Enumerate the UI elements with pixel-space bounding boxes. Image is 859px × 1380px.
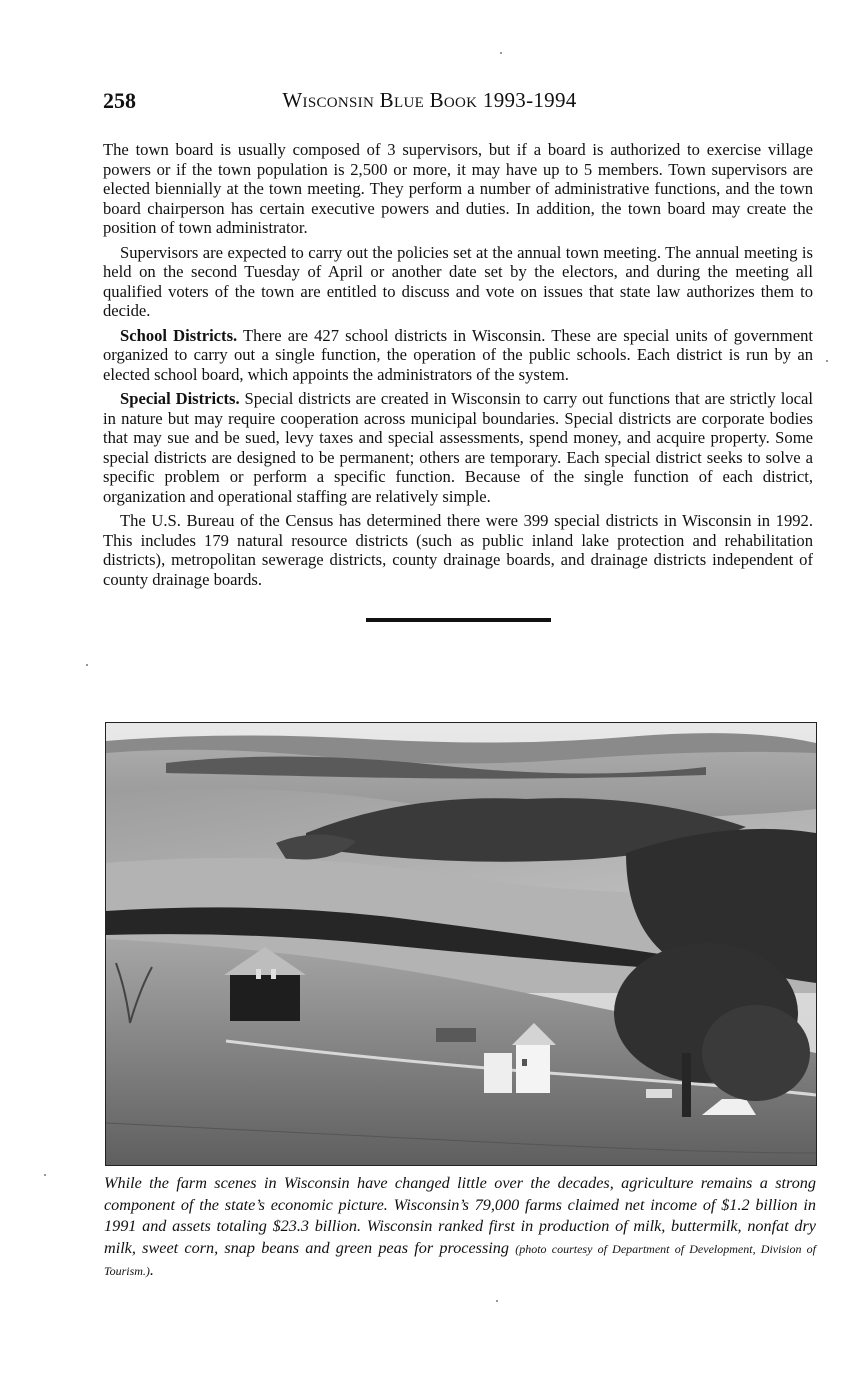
page-number: 258 xyxy=(103,88,136,113)
body-text xyxy=(103,140,813,594)
title-w2-initial: B xyxy=(379,88,394,112)
caption-text: While the farm scenes in Wisconsin have changed little over the decades, agriculture remains a strong component of the state’s economic picture. Wisconsin’s 79,000 farms claimed net income of $1.2 billion in 1991 and assets totaling $23.3 billion. Wisconsin ranked first in production of milk, buttermilk, nonfat dry milk, sweet corn, snap beans and green peas for processing xyxy=(104,1174,816,1257)
title-years: 1993-1994 xyxy=(482,88,577,112)
scan-speck xyxy=(44,1174,46,1176)
paragraph-census: The U.S. Bureau of the Census has determined there were 399 special districts in Wisconsin in 1992. This includes 179 natural resource districts (such as public inland lake protection and rehabilitation districts), metropolitan sewerage districts, county drainage boards, and drainage districts independent of county drainage boards. xyxy=(103,511,813,589)
special-districts-heading: Special Districts. xyxy=(120,389,240,408)
school-districts-text: There are 427 school districts in Wisconsin. These are special units of government organized to carry out a single function, the operation of the public schools. Each district is run by an elected school board, which appoints the administrators of the system. xyxy=(103,325,813,384)
paragraph-supervisors: Supervisors are expected to carry out the policies set at the annual town meeting. The annual meeting is held on the second Tuesday of April or another date set by the electors, and during the meeting all qualified voters of the town are entitled to discuss and vote on issues that state law authorizes them to decide. xyxy=(103,242,813,320)
title-w1-rest: isconsin xyxy=(302,88,375,112)
scan-speck xyxy=(86,664,88,666)
paragraph-special-districts xyxy=(103,389,813,506)
special-districts-text: Special districts are created in Wisconsin to carry out functions that are strictly local in nature but may require cooperation across municipal boundaries. Special districts are corporate bodies that may sue and be sued, levy taxes and special assessments, spend money, and acquire property. Some special districts are designed to be permanent; others are temporary. Each special district seeks to solve a specific problem or perform a specific function. Because of the single function of each district, organization and operational staffing are relatively simple. xyxy=(103,389,813,506)
title-w1-initial: W xyxy=(282,88,303,112)
paragraph-town-board: The town board is usually composed of 3 supervisors, but if a board is authorized to exercise village powers or if the town population is 2,500 or more, it may have up to 5 members. Town supervisors are elected biennially at the town meeting. They perform a number of administrative functions, and the town board chairperson has certain executive powers and duties. In addition, the town board may create the position of town administrator. xyxy=(103,140,813,237)
scan-speck xyxy=(496,1300,498,1302)
title-w3-initial: B xyxy=(429,88,444,112)
photo-credit: (photo courtesy of Department of Development, Division of Tourism.) xyxy=(104,1241,816,1278)
caption-end: . xyxy=(149,1261,154,1279)
school-districts-heading: School Districts. xyxy=(120,325,238,345)
photo-caption xyxy=(104,1173,816,1283)
running-head xyxy=(0,88,859,113)
title-w2-rest: lue xyxy=(393,88,425,112)
title-w3-rest: ook xyxy=(443,88,478,112)
paragraph-school-districts xyxy=(103,326,813,385)
section-divider-rule xyxy=(366,618,551,622)
farm-landscape-photo xyxy=(105,722,817,1166)
scan-speck xyxy=(500,52,502,54)
scan-speck xyxy=(826,360,828,362)
